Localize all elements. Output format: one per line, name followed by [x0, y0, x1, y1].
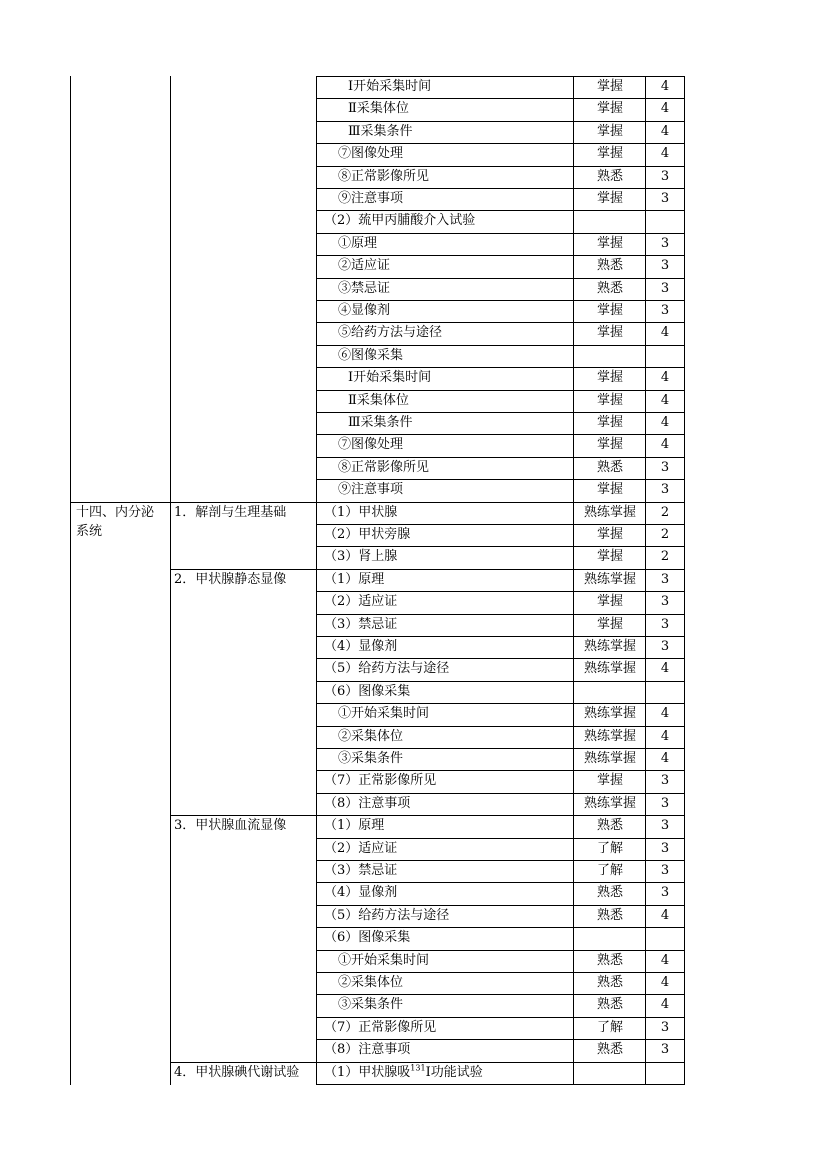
requirement-cell: 熟练掌握 — [583, 639, 636, 654]
requirement-cell: 掌握 — [596, 146, 623, 161]
row-item-text: ⑧正常影像所见 — [338, 169, 430, 184]
unit-label: 3．甲状腺血流显像 — [174, 818, 287, 833]
requirement-cell: 熟悉 — [596, 818, 623, 833]
level-cell: 3 — [660, 191, 670, 206]
row-item-text: （3）肾上腺 — [324, 549, 398, 564]
requirement-cell: 熟悉 — [596, 169, 623, 184]
row-item-text: ⑨注意事项 — [338, 191, 404, 206]
level-cell: 2 — [660, 505, 670, 520]
level-cell: 2 — [660, 549, 670, 564]
row-item-text: ⑨注意事项 — [338, 482, 404, 497]
level-cell: 4 — [660, 101, 670, 116]
row-item-text: （5）给药方法与途径 — [324, 661, 450, 676]
requirement-cell: 熟悉 — [596, 997, 623, 1012]
row-item-text: （4）显像剂 — [324, 639, 398, 654]
row-item-text: ③采集条件 — [338, 751, 404, 766]
row-item-text: ③禁忌证 — [338, 281, 391, 296]
level-cell: 3 — [660, 303, 670, 318]
row-item-text: ③采集条件 — [338, 997, 404, 1012]
row-item-text: ⑦图像处理 — [338, 437, 404, 452]
row-item-text: ①开始采集时间 — [338, 953, 430, 968]
level-cell: 3 — [660, 460, 670, 475]
requirement-cell: 熟悉 — [596, 885, 623, 900]
level-cell: 2 — [660, 527, 670, 542]
row-item-text: ④显像剂 — [338, 303, 391, 318]
requirement-cell: 掌握 — [596, 549, 623, 564]
row-item-text: ①原理 — [338, 236, 378, 251]
row-item-text: （2）适应证 — [324, 841, 398, 856]
level-cell: 3 — [660, 281, 670, 296]
level-cell: 3 — [660, 1042, 670, 1057]
unit-label: 1．解剖与生理基础 — [174, 505, 287, 520]
row-item-text: Ⅱ采集体位 — [348, 393, 409, 408]
requirement-cell: 掌握 — [596, 437, 623, 452]
row-item-text: ⑦图像处理 — [338, 146, 404, 161]
level-cell: 3 — [660, 773, 670, 788]
requirement-cell: 掌握 — [596, 325, 623, 340]
level-cell: 4 — [660, 437, 670, 452]
requirement-cell: 掌握 — [596, 303, 623, 318]
requirement-cell: 熟悉 — [596, 975, 623, 990]
requirement-cell: 熟练掌握 — [583, 706, 636, 721]
row-item-text: （1）甲状腺 — [324, 505, 398, 520]
isotope-superscript: 131 — [410, 1063, 426, 1073]
unit-label: 2．甲状腺静态显像 — [174, 572, 287, 587]
row-item-text: Ⅰ开始采集时间 — [348, 79, 432, 94]
requirement-cell: 掌握 — [596, 191, 623, 206]
row-item-text: （2）甲状旁腺 — [324, 527, 411, 542]
level-cell: 4 — [660, 325, 670, 340]
requirement-cell: 了解 — [596, 1020, 623, 1035]
level-cell: 3 — [660, 1020, 670, 1035]
requirement-cell: 掌握 — [596, 594, 623, 609]
requirement-cell: 熟悉 — [596, 953, 623, 968]
level-cell: 3 — [660, 639, 670, 654]
requirement-cell: 熟悉 — [596, 1042, 623, 1057]
requirement-cell: 熟练掌握 — [583, 661, 636, 676]
requirement-cell: 熟悉 — [596, 908, 623, 923]
row-item-text: Ⅰ开始采集时间 — [348, 370, 432, 385]
row-item-text: （1）原理 — [324, 818, 385, 833]
level-cell: 4 — [660, 751, 670, 766]
row-item-text: （6）图像采集 — [324, 930, 411, 945]
requirement-cell: 掌握 — [596, 773, 623, 788]
row-item-text: （1）原理 — [324, 572, 385, 587]
row-item-text: Ⅱ采集体位 — [348, 101, 409, 116]
row-border — [316, 1084, 685, 1085]
row-item-text: ②采集体位 — [338, 729, 404, 744]
requirement-cell: 掌握 — [596, 527, 623, 542]
level-cell: 3 — [660, 796, 670, 811]
level-cell: 3 — [660, 572, 670, 587]
requirement-cell: 掌握 — [596, 101, 623, 116]
col-border-right — [684, 76, 685, 1085]
requirement-cell: 掌握 — [596, 79, 623, 94]
level-cell: 3 — [660, 594, 670, 609]
requirement-cell: 熟悉 — [596, 281, 623, 296]
level-cell: 4 — [660, 975, 670, 990]
row-item-text: （4）显像剂 — [324, 885, 398, 900]
row-item-text: （1）甲状腺吸$^{131}$I功能试验 — [324, 1063, 483, 1080]
row-item-text: （3）禁忌证 — [324, 617, 398, 632]
requirement-cell: 熟练掌握 — [583, 751, 636, 766]
level-cell: 4 — [660, 79, 670, 94]
level-cell: 4 — [660, 370, 670, 385]
requirement-cell: 了解 — [596, 841, 623, 856]
level-cell: 3 — [660, 885, 670, 900]
row-item-text: Ⅲ采集条件 — [348, 124, 413, 139]
requirement-cell: 掌握 — [596, 370, 623, 385]
row-item-text: ②适应证 — [338, 258, 391, 273]
row-item-text: （5）给药方法与途径 — [324, 908, 450, 923]
level-cell: 4 — [660, 706, 670, 721]
row-item-text: ⑧正常影像所见 — [338, 460, 430, 475]
level-cell: 4 — [660, 415, 670, 430]
level-cell: 3 — [660, 617, 670, 632]
level-cell: 3 — [660, 841, 670, 856]
level-cell: 3 — [660, 818, 670, 833]
row-item-text: （8）注意事项 — [324, 1042, 411, 1057]
requirement-cell: 掌握 — [596, 124, 623, 139]
level-cell: 3 — [660, 258, 670, 273]
requirement-cell: 掌握 — [596, 236, 623, 251]
row-item-text: Ⅲ采集条件 — [348, 415, 413, 430]
requirement-cell: 熟悉 — [596, 460, 623, 475]
level-cell: 4 — [660, 997, 670, 1012]
level-cell: 3 — [660, 482, 670, 497]
level-cell: 3 — [660, 169, 670, 184]
row-item-text: ⑥图像采集 — [338, 348, 404, 363]
level-cell: 4 — [660, 953, 670, 968]
row-item-text: （2）巯甲丙脯酸介入试验 — [324, 213, 476, 228]
requirement-cell: 熟练掌握 — [583, 796, 636, 811]
level-cell: 3 — [660, 863, 670, 878]
row-item-text: （2）适应证 — [324, 594, 398, 609]
level-cell: 3 — [660, 236, 670, 251]
row-item-text: （7）正常影像所见 — [324, 773, 437, 788]
row-item-text: （3）禁忌证 — [324, 863, 398, 878]
level-cell: 4 — [660, 393, 670, 408]
requirement-cell: 掌握 — [596, 617, 623, 632]
level-cell: 4 — [660, 661, 670, 676]
requirement-cell: 掌握 — [596, 393, 623, 408]
row-item-text: ①开始采集时间 — [338, 706, 430, 721]
row-item-text: ②采集体位 — [338, 975, 404, 990]
requirement-cell: 熟悉 — [596, 258, 623, 273]
requirement-cell: 熟练掌握 — [583, 505, 636, 520]
unit-label: 4．甲状腺碘代谢试验 — [174, 1065, 300, 1080]
level-cell: 4 — [660, 146, 670, 161]
row-item-text: ⑤给药方法与途径 — [338, 325, 443, 340]
requirement-cell: 掌握 — [596, 415, 623, 430]
level-cell: 4 — [660, 908, 670, 923]
row-item-text: （7）正常影像所见 — [324, 1020, 437, 1035]
requirement-cell: 熟练掌握 — [583, 729, 636, 744]
col-border-item — [316, 76, 317, 1085]
col-border-topic — [70, 76, 71, 1085]
row-item-text-suffix: I功能试验 — [425, 1065, 483, 1080]
row-item-text: （6）图像采集 — [324, 684, 411, 699]
level-cell: 4 — [660, 124, 670, 139]
requirement-cell: 掌握 — [596, 482, 623, 497]
level-cell: 4 — [660, 729, 670, 744]
col-border-unit — [170, 76, 171, 1085]
row-item-text: （8）注意事项 — [324, 796, 411, 811]
requirement-cell: 了解 — [596, 863, 623, 878]
requirement-cell: 熟练掌握 — [583, 572, 636, 587]
topic-label: 十四、内分泌系统 — [76, 505, 155, 539]
